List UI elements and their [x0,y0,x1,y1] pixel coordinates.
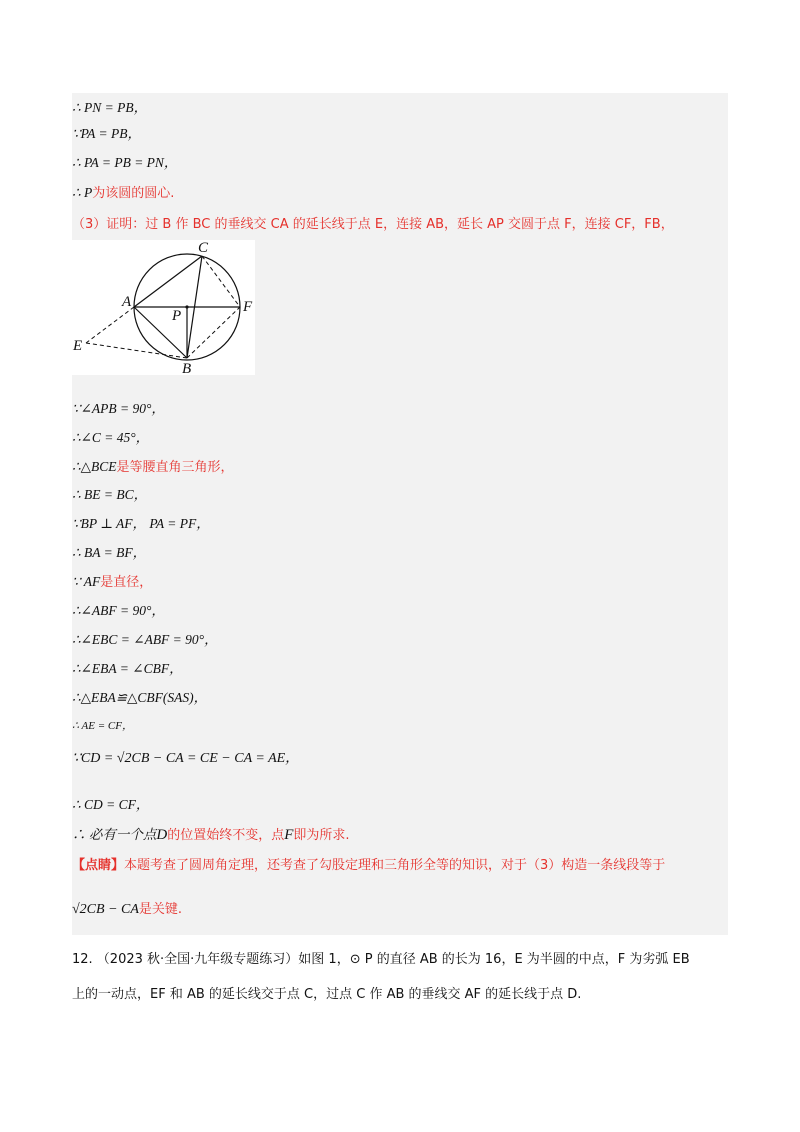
tip-line: 【点睛】本题考查了圆周角定理，还考查了勾股定理和三角形全等的知识，对于（3）构造一条线段等于 [72,858,666,873]
line-AC [134,256,202,307]
geometry-diagram [72,240,255,375]
proof-line-17: ∴ AE = CF， [72,720,133,732]
proof-line-20: ∴ 必有一个点D的位置始终不变，点F即为所求. [72,827,350,843]
dashed-BF [187,307,240,358]
proof-line-14: ∴∠EBC = ∠ABF = 90°， [72,632,218,647]
proof-line-15: ∴∠EBA = ∠CBF， [72,661,183,676]
circle-figure [72,240,255,375]
dashed-EB [86,343,187,358]
dashed-CF [202,256,240,307]
question-line-2: 上的一动点，EF 和 AB 的延长线交于点 C，过点 C 作 AB 的垂线交 AF 的延长线于点 D. [72,987,582,1002]
proof-line-8: ∴△BCE是等腰直角三角形， [72,459,234,475]
proof-line-13: ∴∠ABF = 90°， [72,603,165,618]
label-B: B [182,361,192,375]
proof-line-11: ∴ BA = BF， [72,545,147,560]
proof-line-4: ∴ P为该圆的圆心. [72,185,175,201]
dashed-AE [86,307,134,343]
label-E: E [73,338,83,354]
proof-line-5: （3）证明：过 B 作 BC 的垂线交 CA 的延长线于点 E，连接 AB，延长 AP 交圆于点 F，连接 CF，FB， [72,217,674,232]
label-F: F [243,299,253,315]
label-C: C [198,240,209,256]
tip-line-2: √2CB − CA是关键. [72,902,183,917]
proof-line-9: ∴ BE = BC， [72,487,148,502]
label-A: A [122,294,132,310]
proof-line-19: ∴ CD = CF， [72,797,150,812]
proof-line-12: ∵ AF是直径， [72,574,153,590]
proof-line-10: ∵BP ⊥ AF， PA = PF， [72,516,210,531]
proof-line-1: ∴ PN = PB， [72,100,148,115]
proof-line-2: ∵PA = PB， [72,126,141,141]
proof-line-3: ∴ PA = PB = PN， [72,155,178,170]
label-P: P [172,308,182,324]
proof-line-6: ∵∠APB = 90°， [72,401,165,416]
proof-line-7: ∴∠C = 45°， [72,430,150,445]
proof-line-16: ∴△EBA≌△CBF(SAS)， [72,690,208,705]
question-line-1: 12. （2023 秋·全国·九年级专题练习）如图 1，⊙ P 的直径 AB 的长为 16，E 为半圆的中点，F 为劣弧 EB [72,952,690,967]
proof-line-18: ∵CD = √2CB − CA = CE − CA = AE， [72,751,300,766]
center-point [185,305,188,308]
